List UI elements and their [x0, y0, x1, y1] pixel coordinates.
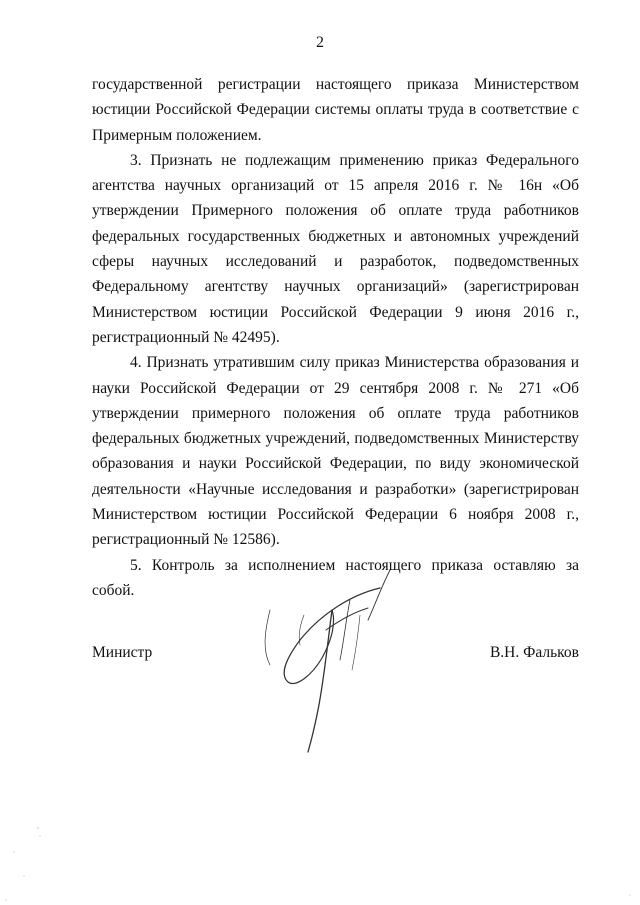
paragraph-item-5: 5. Контроль за исполнением настоящего приказа оставляю за собой.	[92, 556, 579, 599]
paragraph-item-3: 3. Признать не подлежащим применению приказ Федерального агентства научных организаций от 15 апреля 2016 г. № 16н «Об утверждении Примерного положения об оплате труда работников федеральных государственных бюджетных и автономных учреждений сферы научных исследований и разработок, подведомственных Федеральному агентству научных организаций» (зарегистрирован Министерством юстиции Российской Федерации 9 июня 2016 г., регистрационный № 42495).	[92, 151, 579, 346]
signature-block	[92, 644, 579, 668]
page-number: 2	[316, 34, 324, 51]
document-body	[92, 72, 579, 603]
signatory-name: В.Н. Фальков	[489, 644, 579, 661]
paragraph-item-4: 4. Признать утратившим силу приказ Министерства образования и науки Российской Федерации от 29 сентября 2008 г. № 271 «Об утверждении примерного положения об оплате труда работников федеральных бюджетных учреждений, подведомственных Министерству образования и науки Российской Федерации, по виду экономической деятельности «Научные исследования и разработки» (зарегистрирован Министерством юстиции Российской Федерации 6 ноября 2008 г., регистрационный № 12586).	[92, 354, 579, 549]
paragraph-continuation: государственной регистрации настоящего приказа Министерством юстиции Российской Федерации системы оплаты труда в соответствие с Примерным положением.	[92, 76, 579, 144]
signatory-title: Министр	[92, 644, 153, 661]
